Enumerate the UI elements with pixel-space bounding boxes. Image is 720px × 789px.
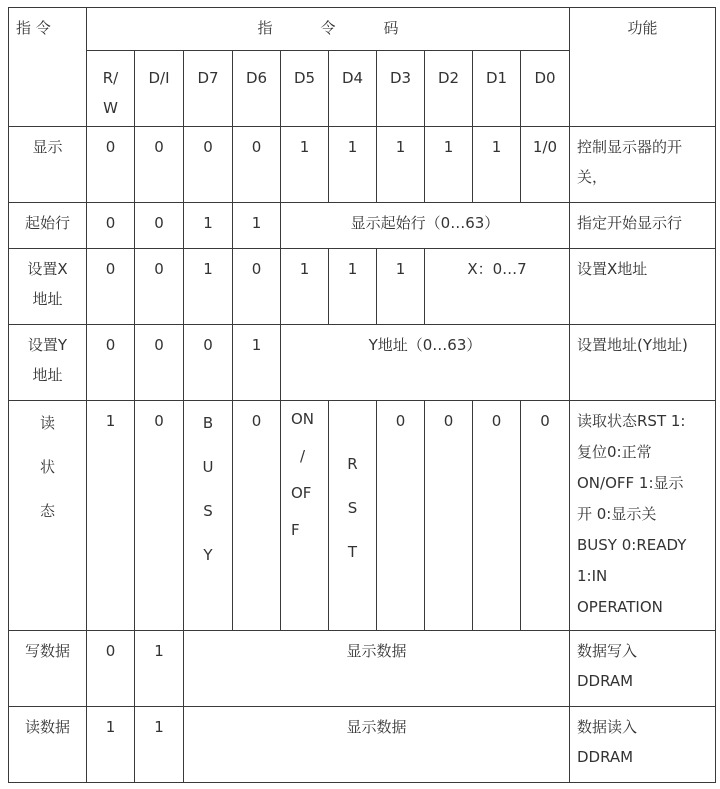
merged-cell-text: 显示数据 — [346, 718, 407, 736]
header-function — [570, 8, 716, 127]
function-cell — [570, 325, 716, 401]
merged-cell — [281, 325, 570, 401]
header-function-label: 功能 — [627, 19, 658, 37]
table-cell — [135, 325, 184, 401]
busy-letter: Y — [203, 546, 213, 564]
table-cell — [135, 707, 184, 783]
cell-value: 0 — [154, 412, 164, 430]
header-bit-label: D2 — [437, 69, 460, 87]
header-bit-label: D1 — [485, 69, 508, 87]
table-cell — [135, 249, 184, 325]
row-name-line: 状 — [39, 458, 55, 476]
function-text: 设置地址(Y地址) — [577, 336, 688, 354]
table-cell — [377, 401, 425, 631]
cell-value: 1 — [347, 138, 358, 156]
header-code-char: 令 — [320, 19, 336, 37]
row-name — [9, 249, 87, 325]
cell-value: 1 — [491, 138, 502, 156]
function-cell — [570, 127, 716, 203]
cell-value: 0 — [251, 260, 262, 278]
busy-letter: U — [202, 458, 214, 476]
header-bit-rw — [87, 51, 135, 127]
row-name — [9, 707, 87, 783]
header-bit-label: D/I — [148, 69, 170, 87]
function-line: 数据读入 — [577, 718, 638, 736]
table-cell — [184, 249, 233, 325]
table-cell — [184, 127, 233, 203]
header-bit — [329, 51, 377, 127]
merged-cell — [184, 707, 570, 783]
function-line: DDRAM — [577, 672, 634, 690]
cell-value: 0 — [443, 412, 454, 430]
function-cell — [570, 249, 716, 325]
table-cell — [473, 127, 521, 203]
row-name-line: 设置X — [27, 260, 68, 278]
function-text: 设置X地址 — [577, 260, 648, 278]
merged-cell-text: 显示数据 — [346, 642, 407, 660]
table-cell — [425, 401, 473, 631]
table-row-set-x — [9, 249, 716, 325]
row-name-label: 起始行 — [24, 214, 70, 232]
table-cell — [87, 203, 135, 249]
function-cell — [570, 401, 716, 631]
row-name — [9, 325, 87, 401]
row-name-line: 读 — [39, 414, 55, 432]
cell-value: 1 — [154, 718, 164, 736]
cell-value: 0 — [203, 138, 213, 156]
busy-letter: B — [202, 414, 214, 432]
rst-letter: R — [347, 455, 358, 473]
table-row-display — [9, 127, 716, 203]
table-cell — [87, 631, 135, 707]
header-code-char: 码 — [383, 19, 399, 37]
table-cell — [135, 127, 184, 203]
cell-value: 1 — [395, 260, 406, 278]
table-cell — [329, 127, 377, 203]
onoff-line: OF — [291, 484, 312, 502]
cell-value: 0 — [105, 642, 116, 660]
header-code-char: 指 — [257, 19, 273, 37]
merged-cell-text: Y地址（0…63） — [368, 336, 482, 354]
cell-value: 0 — [251, 138, 262, 156]
table-cell — [521, 127, 570, 203]
table-row-start-line — [9, 203, 716, 249]
cell-value: 0 — [105, 336, 116, 354]
function-text: 控制显示器的开关， — [577, 138, 683, 186]
table-cell — [281, 249, 329, 325]
merged-cell — [281, 203, 570, 249]
table-cell — [425, 127, 473, 203]
cell-value: 1 — [105, 412, 116, 430]
header-bit-label: R/W — [102, 69, 119, 117]
header-bit-label: D7 — [197, 69, 219, 87]
row-name — [9, 631, 87, 707]
function-cell — [570, 707, 716, 783]
cell-value: 1 — [299, 138, 310, 156]
cell-value: 1 — [347, 260, 358, 278]
row-name-label: 写数据 — [24, 642, 70, 660]
cell-value: 1 — [299, 260, 310, 278]
header-bit — [184, 51, 233, 127]
table-cell — [281, 127, 329, 203]
cell-value: 0 — [105, 214, 116, 232]
cell-value: 1 — [203, 260, 213, 278]
table-cell — [377, 127, 425, 203]
table-row-write-data — [9, 631, 716, 707]
row-name — [9, 203, 87, 249]
header-row-1 — [9, 8, 716, 51]
cell-value: 0 — [154, 214, 164, 232]
table-cell — [233, 127, 281, 203]
cell-value: 0 — [251, 412, 262, 430]
header-bit-label: D0 — [534, 69, 556, 87]
row-name — [9, 401, 87, 631]
row-name-line: 地址 — [32, 366, 63, 384]
cell-value: 1 — [443, 138, 454, 156]
table-cell — [521, 401, 570, 631]
table-cell — [87, 325, 135, 401]
header-bit — [521, 51, 570, 127]
function-line: 复位0:正常 — [577, 443, 652, 461]
cell-value: 0 — [491, 412, 502, 430]
onoff-line: / — [300, 447, 306, 465]
cell-value: 0 — [540, 412, 550, 430]
table-cell — [135, 203, 184, 249]
header-instruction — [9, 8, 87, 127]
function-text: 指定开始显示行 — [577, 214, 683, 232]
header-bit-label: D4 — [341, 69, 364, 87]
header-bit-label: D6 — [245, 69, 268, 87]
function-line: ON/OFF 1:显示 — [577, 474, 684, 492]
merged-cell-text: 显示起始行（0…63） — [350, 214, 500, 232]
function-line: 1:IN — [577, 567, 608, 585]
table-cell-rst — [329, 401, 377, 631]
cell-value: 1/0 — [532, 138, 558, 156]
table-cell — [184, 203, 233, 249]
function-line: 开 0:显示关 — [577, 505, 657, 523]
busy-letter: S — [203, 502, 213, 520]
cell-value: 0 — [154, 336, 164, 354]
merged-cell — [184, 631, 570, 707]
cell-value: 1 — [251, 336, 262, 354]
function-line: 数据写入 — [577, 642, 638, 660]
table-row-read-status — [9, 401, 716, 631]
header-bit-label: D5 — [293, 69, 316, 87]
onoff-line: F — [291, 521, 300, 539]
table-cell — [87, 249, 135, 325]
table-cell — [135, 631, 184, 707]
header-bit — [233, 51, 281, 127]
merged-cell-text: X：0…7 — [467, 260, 527, 278]
function-line: OPERATION — [577, 598, 663, 616]
row-name-label: 显示 — [32, 138, 63, 156]
cell-value: 0 — [105, 138, 116, 156]
table-cell-busy — [184, 401, 233, 631]
table-cell — [233, 325, 281, 401]
function-line: 读取状态RST 1: — [577, 412, 686, 430]
rst-letter: T — [347, 543, 358, 561]
function-line: DDRAM — [577, 748, 634, 766]
cell-value: 0 — [154, 260, 164, 278]
table-cell — [233, 249, 281, 325]
header-instruction-label: 指 令 — [16, 19, 51, 37]
table-cell — [473, 401, 521, 631]
table-cell — [233, 203, 281, 249]
table-cell-onoff — [281, 401, 329, 631]
row-name-label: 读数据 — [24, 718, 70, 736]
table-cell — [87, 401, 135, 631]
cell-value: 0 — [203, 336, 213, 354]
row-name-line: 设置Y — [27, 336, 68, 354]
cell-value: 1 — [203, 214, 213, 232]
header-bit — [425, 51, 473, 127]
function-cell — [570, 631, 716, 707]
rst-letter: S — [347, 499, 358, 517]
table-cell — [377, 249, 425, 325]
table-cell — [329, 249, 377, 325]
table-row-read-data — [9, 707, 716, 783]
header-bit — [473, 51, 521, 127]
merged-cell — [425, 249, 570, 325]
instruction-table — [8, 7, 716, 783]
function-cell — [570, 203, 716, 249]
row-name-line: 地址 — [32, 290, 63, 308]
table-row-set-y — [9, 325, 716, 401]
table-cell — [87, 127, 135, 203]
table-cell — [184, 325, 233, 401]
function-line: BUSY 0:READY — [577, 536, 687, 554]
cell-value: 1 — [251, 214, 262, 232]
table-cell — [87, 707, 135, 783]
cell-value: 1 — [154, 642, 164, 660]
table-cell — [233, 401, 281, 631]
cell-value: 1 — [105, 718, 116, 736]
cell-value: 0 — [154, 138, 164, 156]
row-name-line: 态 — [39, 502, 55, 520]
cell-value: 0 — [395, 412, 406, 430]
header-bit — [377, 51, 425, 127]
header-bit — [281, 51, 329, 127]
row-name — [9, 127, 87, 203]
cell-value: 1 — [395, 138, 406, 156]
header-code — [87, 8, 570, 51]
cell-value: 0 — [105, 260, 116, 278]
header-bit — [135, 51, 184, 127]
header-bit-label: D3 — [389, 69, 412, 87]
table-cell — [135, 401, 184, 631]
onoff-line: ON — [291, 410, 315, 428]
